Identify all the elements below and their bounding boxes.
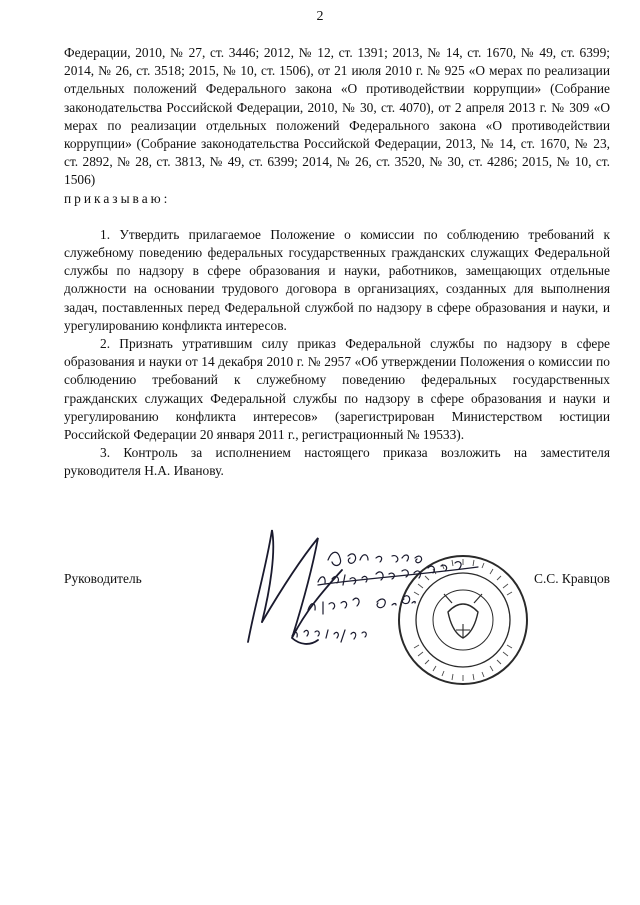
order-item-2: 2. Признать утратившим силу приказ Федеральной службы по надзору в сфере образования и науки от 14 декабря 2010 г. № 2957 «Об утверждении Положения о комиссии по соблюдению требований к служебному поведению федеральных государственных гражданских служащих Федеральной службы по надзору в сфере образования и науки и урегулированию конфликта интересов» (зарегистрирован Министерством юстиции Российской Федерации 20 января 2011 г., регистрационный № 19533). (64, 336, 610, 443)
page-number: 2 (316, 9, 324, 24)
intro-text: Федерации, 2010, № 27, ст. 3446; 2012, № 12, ст. 1391; 2013, № 14, ст. 1670, № 49, ст. 6399; 2014, № 26, ст. 3518; 2015, № 10, ст. 1506), от 21 июля 2010 г. № 925 «О мерах по реализации отдельных положений Федерального закона «О противодействии коррупции» (Собрание законодательства Российской Федерации, 2010, № 30, ст. 4070), от 2 апреля 2013 г. № 309 «О мерах по реализации отдельных положений Федерального закона «О противодействии коррупции» (Собрание законодательства Российской Федерации, 2013, № 14, ст. 1670, № 23, ст. 2892, № 28, ст. 3813, № 49, ст. 6399; 2014, № 26, ст. 3520, № 30, ст. 4286; 2015, № 10, ст. 1506) (64, 45, 610, 188)
handwritten-signature (248, 530, 342, 644)
order-item-3: 3. Контроль за исполнением настоящего приказа возложить на заместителя руководителя Н.А. Иванову. (64, 445, 610, 479)
official-stamp (399, 556, 527, 684)
order-item-1: 1. Утвердить прилагаемое Положение о комиссии по соблюдению требований к служебному поведению федеральных государственных гражданских служащих Федеральной службы по надзору в сфере образования и науки, работников, замещающих отдельные должности на основании трудового договора в организациях, созданных для выполнения задач, поставленных перед Федеральной службой по надзору в сфере образования и науки, и урегулированию конфликта интересов. (64, 226, 610, 333)
certification-note (292, 552, 478, 642)
signer-title: Руководитель (64, 571, 142, 586)
signer-name: С.С. Кравцов (534, 571, 610, 586)
order-word: приказываю: (64, 190, 171, 206)
